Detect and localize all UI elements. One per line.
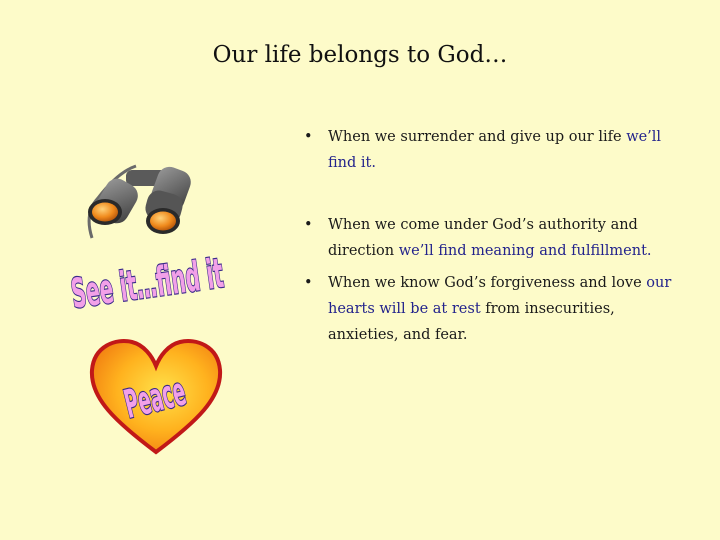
slide-title: Our life belongs to God…: [212, 42, 508, 68]
heart-icon: [86, 336, 226, 456]
heart-text: Peace: [120, 369, 191, 429]
bullet-text: When we surrender and give up our life: [328, 129, 627, 145]
bullet-highlight: we’ll find it.: [328, 129, 662, 171]
bullet-highlight: we’ll find meaning and fulfillment.: [398, 243, 652, 259]
bullet-rest: from insecurities, anxieties, and fear.: [328, 301, 615, 343]
binoculars-icon: [78, 158, 198, 258]
bullet-dot: •: [304, 275, 313, 291]
bullet-highlight: our hearts will be at rest: [328, 275, 672, 317]
bullet-dot: •: [304, 129, 313, 145]
bullet-text: When we come under God’s authority and direction: [328, 217, 638, 259]
bullet-list: [300, 124, 685, 348]
bullet-dot: •: [304, 217, 313, 233]
bullet-item: [300, 212, 685, 264]
bullet-text: When we know God’s forgiveness and love: [328, 275, 647, 291]
see-it-find-it-wordart: [68, 248, 227, 318]
wordart-text: See it…find it: [68, 248, 227, 318]
bullet-item: [300, 270, 685, 348]
bullet-item: [300, 124, 685, 176]
